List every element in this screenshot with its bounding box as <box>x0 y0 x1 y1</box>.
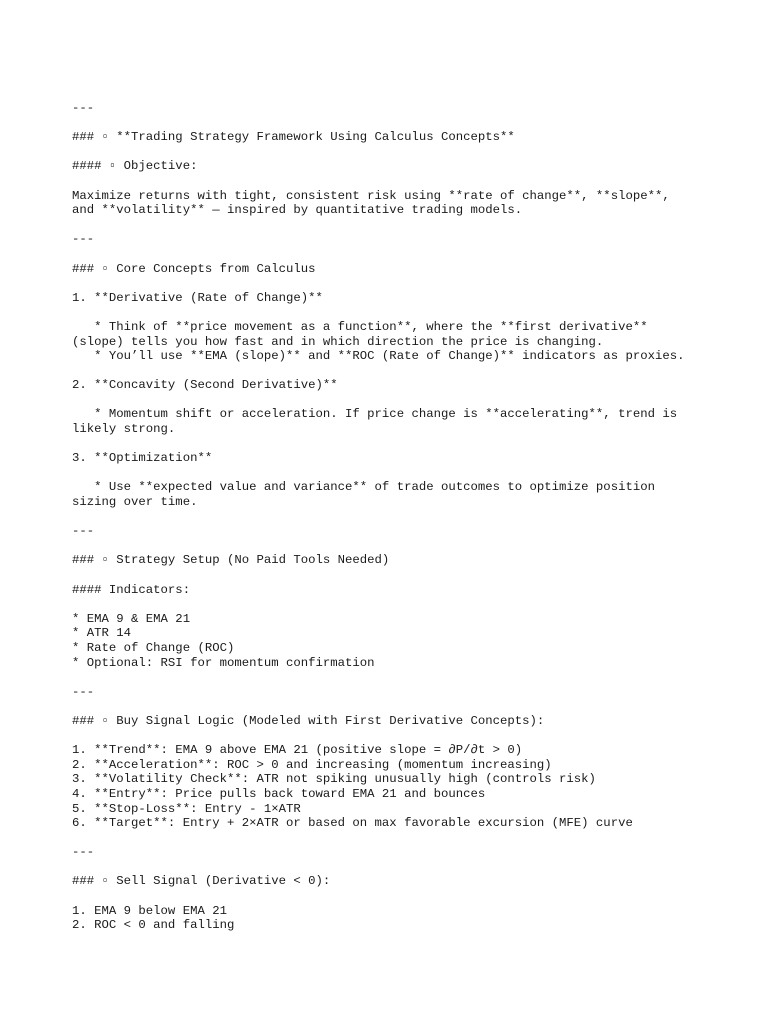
blank-line <box>72 729 752 744</box>
bullet-line: * You’ll use **EMA (slope)** and **ROC (Rate of Change)** indicators as proxies. <box>72 349 685 364</box>
blank-line <box>72 510 752 525</box>
numbered-line: 1. **Trend**: EMA 9 above EMA 21 (positive slope = ∂P/∂t > 0) <box>72 743 523 758</box>
blank-line <box>72 568 752 583</box>
numbered-line: 2. **Concavity (Second Derivative)** <box>72 378 338 393</box>
divider-line: --- <box>72 101 95 115</box>
heading-line: ### ▫ Buy Signal Logic (Modeled with First Derivative Concepts): <box>72 713 545 728</box>
blank-line <box>72 539 752 554</box>
divider-line: --- <box>72 524 95 539</box>
numbered-line: 2. **Acceleration**: ROC > 0 and increasing (momentum increasing) <box>72 757 552 772</box>
blank-line <box>72 218 752 233</box>
blank-line <box>72 831 752 846</box>
subheading-line: #### Indicators: <box>72 582 191 597</box>
document-page <box>72 101 752 933</box>
text-line: likely strong. <box>72 422 176 437</box>
divider-line: --- <box>72 845 95 860</box>
bullet-line: * Use **expected value and variance** of trade outcomes to optimize position <box>72 480 655 495</box>
blank-line <box>72 276 752 291</box>
bullet-line: * EMA 9 & EMA 21 <box>72 611 191 626</box>
blank-line <box>72 116 752 131</box>
blank-line <box>72 889 752 904</box>
blank-line <box>72 597 752 612</box>
bullet-line: * Think of **price movement as a function**, where the **first derivative** <box>72 319 648 334</box>
blank-line <box>72 699 752 714</box>
blank-line <box>72 670 752 685</box>
heading-line: ### ▫ Core Concepts from Calculus <box>72 261 316 276</box>
bullet-line: * Optional: RSI for momentum confirmation <box>72 655 375 670</box>
blank-line <box>72 466 752 481</box>
numbered-line: 2. ROC < 0 and falling <box>72 918 235 933</box>
blank-line <box>72 437 752 452</box>
text-line: and **volatility** — inspired by quantitative trading models. <box>72 203 523 218</box>
text-line: (slope) tells you how fast and in which direction the price is changing. <box>72 334 604 349</box>
text-line: sizing over time. <box>72 495 198 510</box>
blank-line <box>72 247 752 262</box>
heading-line: ### ▫ **Trading Strategy Framework Using Calculus Concepts** <box>72 130 515 145</box>
divider-line: --- <box>72 684 95 699</box>
numbered-line: 3. **Optimization** <box>72 451 213 466</box>
heading-line: ### ▫ Strategy Setup (No Paid Tools Needed) <box>72 553 390 568</box>
blank-line <box>72 393 752 408</box>
numbered-line: 5. **Stop-Loss**: Entry - 1×ATR <box>72 801 301 816</box>
bullet-line: * Rate of Change (ROC) <box>72 640 235 655</box>
blank-line <box>72 145 752 160</box>
bullet-line: * ATR 14 <box>72 626 132 641</box>
divider-line: --- <box>72 232 95 247</box>
subheading-line: #### ▫ Objective: <box>72 159 198 174</box>
numbered-line: 1. EMA 9 below EMA 21 <box>72 903 227 918</box>
text-line: Maximize returns with tight, consistent risk using **rate of change**, **slope**, <box>72 188 670 203</box>
heading-line: ### ▫ Sell Signal (Derivative < 0): <box>72 874 331 889</box>
bullet-line: * Momentum shift or acceleration. If price change is **accelerating**, trend is <box>72 407 678 422</box>
blank-line <box>72 860 752 875</box>
blank-line <box>72 305 752 320</box>
numbered-line: 1. **Derivative (Rate of Change)** <box>72 290 323 305</box>
numbered-line: 4. **Entry**: Price pulls back toward EMA 21 and bounces <box>72 786 486 801</box>
numbered-line: 6. **Target**: Entry + 2×ATR or based on max favorable excursion (MFE) curve <box>72 816 633 831</box>
blank-line <box>72 364 752 379</box>
numbered-line: 3. **Volatility Check**: ATR not spiking unusually high (controls risk) <box>72 772 596 787</box>
blank-line <box>72 174 752 189</box>
